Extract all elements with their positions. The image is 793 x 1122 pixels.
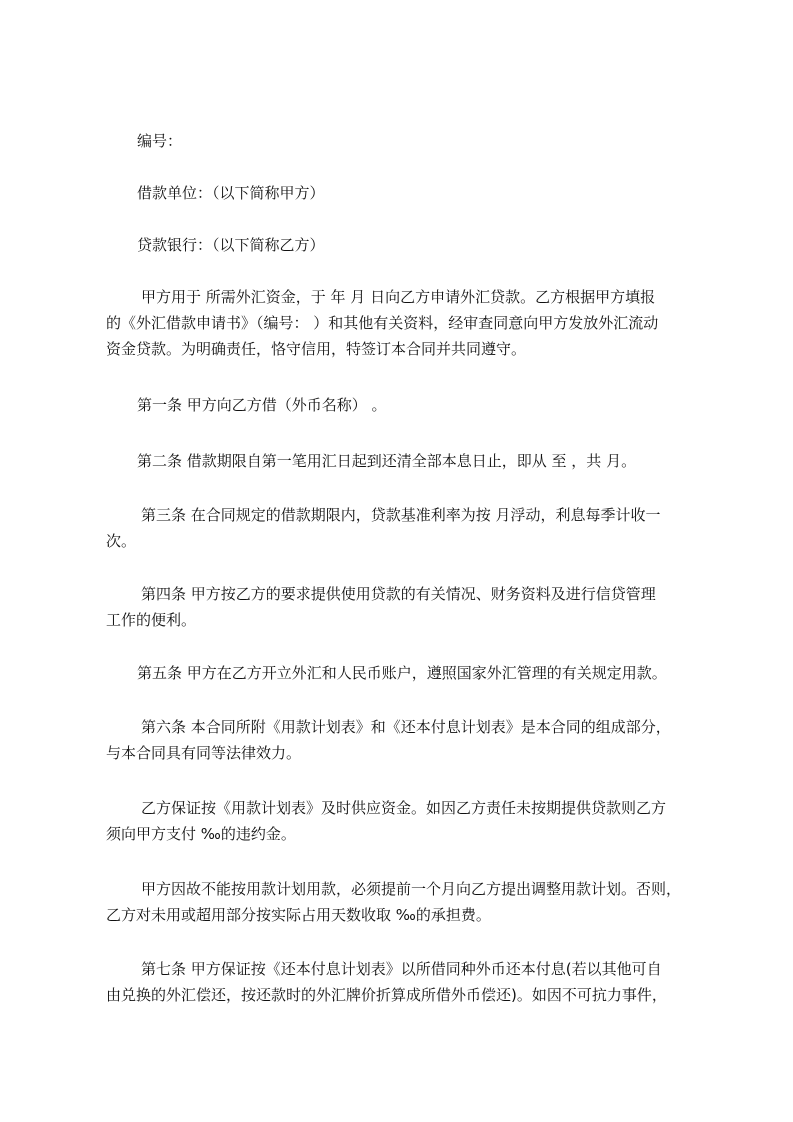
lender-obligation-line-2: 须向甲方支付 ‰的违约金。 <box>106 825 296 843</box>
article-5: 第五条 甲方在乙方开立外汇和人民币账户，遵照国家外汇管理的有关规定用款。 <box>137 664 667 682</box>
article-1: 第一条 甲方向乙方借（外币名称） 。 <box>137 396 387 414</box>
article-3-line-2: 次。 <box>106 532 137 550</box>
article-2: 第二条 借款期限自第一笔用汇日起到还清全部本息日止，即从 至 ，共 月。 <box>137 452 637 470</box>
article-7-line-2: 由兑换的外汇偿还，按还款时的外汇牌价折算成所借外币偿还)。如因不可抗力事件， <box>106 986 667 1004</box>
lender-obligation-line-1: 乙方保证按《用款计划表》及时供应资金。如因乙方责任未按期提供贷款则乙方 <box>141 799 667 817</box>
article-3-line-1: 第三条 在合同规定的借款期限内，贷款基准利率为按 月浮动，利息每季计收一 <box>141 506 661 524</box>
contract-number-label: 编号： <box>137 132 183 150</box>
article-6-line-2: 与本合同具有同等法律效力。 <box>106 744 302 762</box>
article-7-line-1: 第七条 甲方保证按《还本付息计划表》以所借同种外币还本付息(若以其他可自 <box>141 960 662 978</box>
borrower-line: 借款单位：（以下简称甲方） <box>137 184 325 202</box>
preamble-line-3: 资金贷款。为明确责任，恪守信用，特签订本合同并共同遵守。 <box>106 340 527 358</box>
lender-line: 贷款银行：（以下简称乙方） <box>137 236 325 254</box>
article-4-line-2: 工作的便利。 <box>106 611 197 629</box>
preamble-line-2: 的《外汇借款申请书》（编号： ）和其他有关资料，经审查同意向甲方发放外汇流动 <box>106 314 659 332</box>
article-6-line-1: 第六条 本合同所附《用款计划表》和《还本付息计划表》是本合同的组成部分， <box>141 718 671 736</box>
article-4-line-1: 第四条 甲方按乙方的要求提供使用贷款的有关情况、财务资料及进行信贷管理 <box>141 585 656 603</box>
borrower-obligation-line-1: 甲方因故不能按用款计划用款，必须提前一个月向乙方提出调整用款计划。否则， <box>141 880 682 898</box>
borrower-obligation-line-2: 乙方对未用或超用部分按实际占用天数收取 ‰的承担费。 <box>106 906 491 924</box>
preamble-line-1: 甲方用于 所需外汇资金，于 年 月 日向乙方申请外汇贷款。乙方根据甲方填报 <box>141 288 656 306</box>
